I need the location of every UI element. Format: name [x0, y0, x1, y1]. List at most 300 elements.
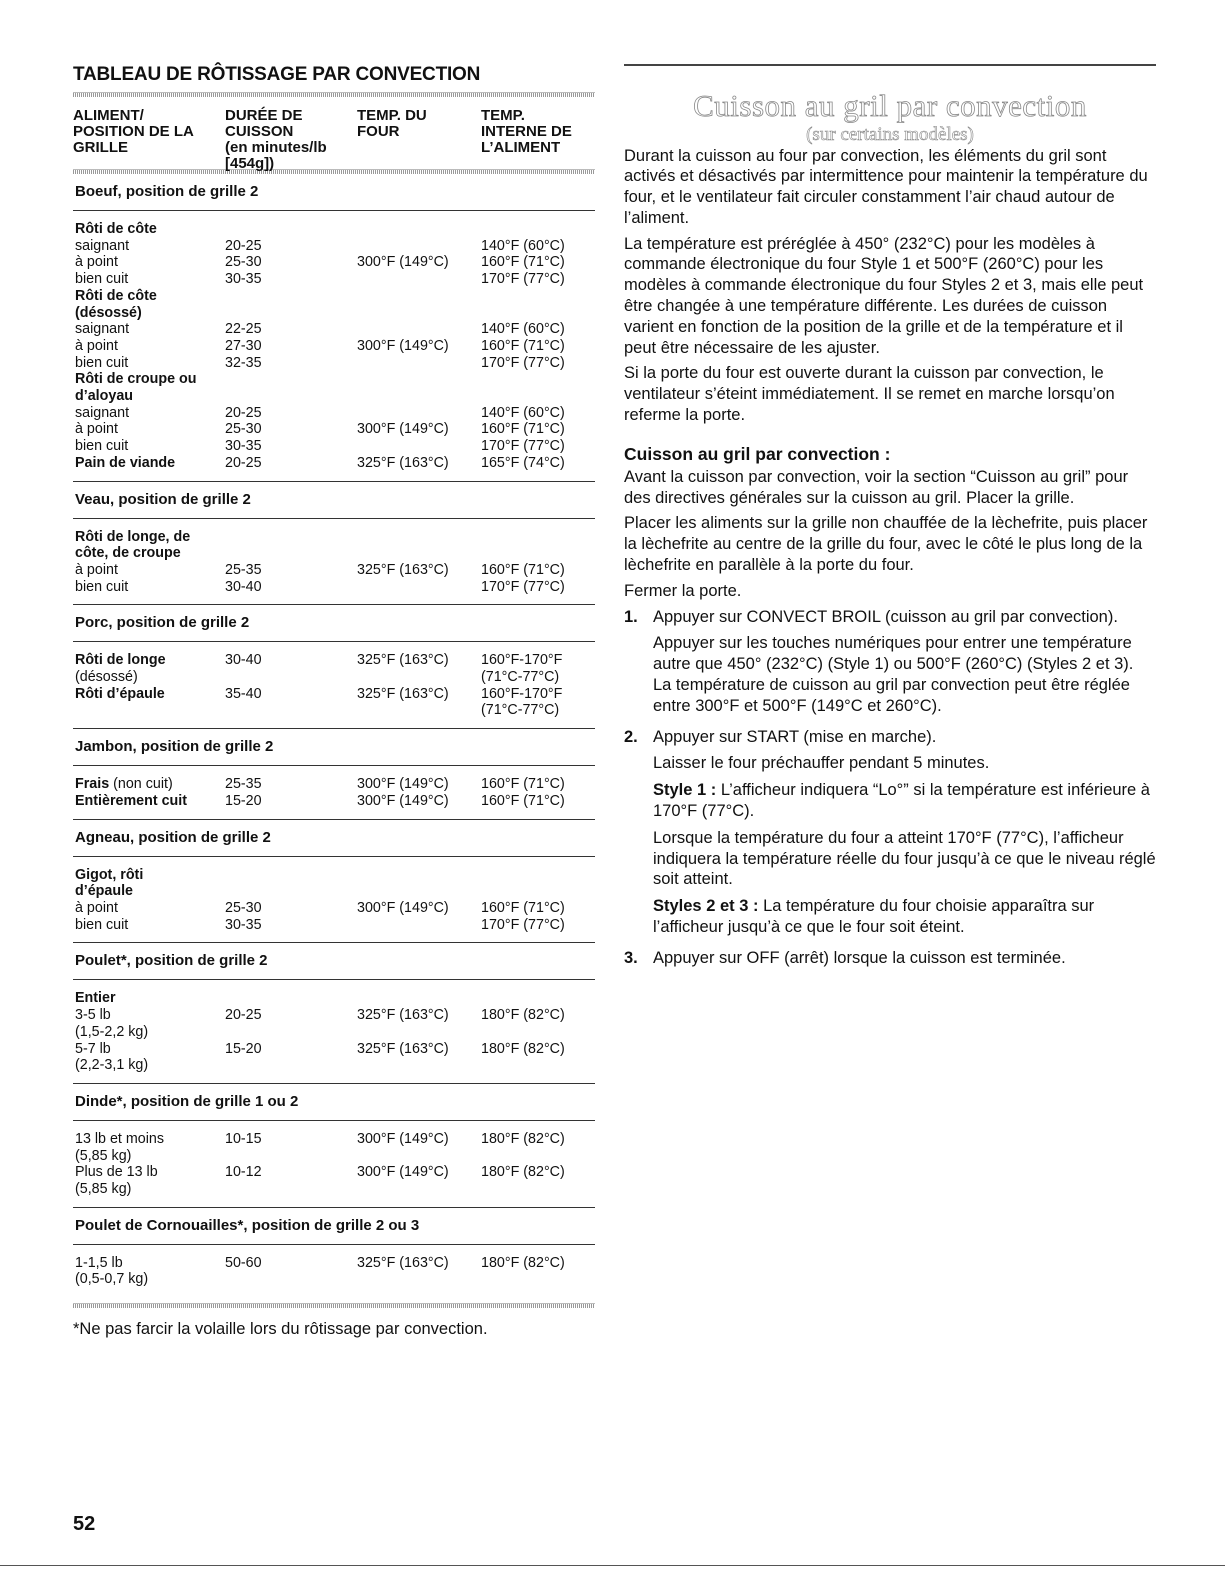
cell-internal-temp	[481, 371, 595, 388]
cell-oven-temp	[357, 702, 481, 719]
cell-internal-temp: 160°F (71°C)	[481, 561, 565, 578]
food-name: d’épaule	[75, 883, 133, 900]
cell-internal-temp: 160°F-170°F	[481, 652, 563, 669]
cell-food	[75, 529, 225, 546]
table-row	[75, 1181, 595, 1198]
step-detail	[653, 828, 1156, 890]
cell-oven-temp	[357, 1181, 481, 1198]
table-row	[75, 867, 595, 884]
table-row	[75, 355, 595, 372]
cell-food	[75, 793, 225, 810]
step-text: Appuyer sur OFF (arrêt) lorsque la cuisson est terminée.	[653, 948, 1066, 967]
table-bottom-divider	[73, 1303, 595, 1308]
cell-time	[225, 990, 357, 1007]
cell-food	[75, 1057, 225, 1074]
food-name: bien cuit	[75, 271, 129, 288]
cell-time	[225, 883, 357, 900]
cell-internal-temp: 160°F (71°C)	[481, 792, 565, 809]
cell-internal-temp	[481, 1148, 595, 1165]
food-name: Entier	[75, 990, 116, 1007]
food-name: à point	[75, 254, 118, 271]
cell-internal-temp	[481, 1024, 595, 1041]
page-number: 52	[73, 1513, 96, 1535]
section-rows	[73, 980, 595, 1083]
cell-internal-temp	[481, 288, 595, 305]
food-name: Entièrement cuit	[75, 792, 188, 809]
cell-internal-temp: 160°F (71°C)	[481, 899, 565, 916]
table-row	[75, 321, 595, 338]
table-row	[75, 529, 595, 546]
cell-oven-temp: 300°F (149°C)	[357, 337, 449, 354]
cell-food	[75, 1255, 225, 1272]
cell-oven-temp	[357, 438, 481, 455]
cell-time	[225, 1181, 357, 1198]
cell-time: 20-25	[225, 237, 262, 254]
section-heading: Jambon, position de grille 2	[73, 728, 595, 766]
food-name: (désossé)	[75, 669, 138, 686]
section-rows	[73, 1121, 595, 1207]
table-row	[75, 1057, 595, 1074]
cell-internal-temp: 180°F (82°C)	[481, 1130, 565, 1147]
cell-internal-temp: 180°F (82°C)	[481, 1254, 565, 1271]
cell-time	[225, 702, 357, 719]
cell-time: 27-30	[225, 337, 262, 354]
cell-food	[75, 355, 225, 372]
cell-time: 25-30	[225, 899, 262, 916]
cell-internal-temp: (71°C-77°C)	[481, 702, 560, 719]
cell-food	[75, 388, 225, 405]
cell-time: 25-30	[225, 421, 262, 438]
food-name: (5,85 kg)	[75, 1147, 132, 1164]
step-number: 2.	[624, 727, 638, 746]
cell-time: 30-40	[225, 578, 262, 595]
cell-internal-temp	[481, 867, 595, 884]
table-row	[75, 1255, 595, 1272]
section-heading: Porc, position de grille 2	[73, 604, 595, 642]
cell-time: 10-15	[225, 1130, 262, 1147]
cell-time	[225, 1148, 357, 1165]
food-name: bien cuit	[75, 354, 129, 371]
cell-oven-temp: 325°F (163°C)	[357, 685, 449, 702]
food-name: (1,5-2,2 kg)	[75, 1023, 149, 1040]
header-line: [454g])	[225, 155, 275, 172]
table-footnote: *Ne pas farcir la volaille lors du rôtissage par convection.	[73, 1320, 488, 1339]
cell-food	[75, 254, 225, 271]
cell-oven-temp	[357, 405, 481, 422]
cell-food	[75, 579, 225, 596]
table-row	[75, 455, 595, 472]
table-row	[75, 883, 595, 900]
header-col-2	[225, 108, 357, 172]
cell-oven-temp	[357, 355, 481, 372]
cell-internal-temp	[481, 990, 595, 1007]
cell-time	[225, 221, 357, 238]
food-name: à point	[75, 337, 118, 354]
cell-food	[75, 421, 225, 438]
table-row	[75, 421, 595, 438]
cell-food	[75, 238, 225, 255]
paragraph: Avant la cuisson par convection, voir la section “Cuisson au gril” pour des directives générales sur la cuisson au gril. Placer la grille.	[624, 467, 1129, 507]
section-heading: Agneau, position de grille 2	[73, 819, 595, 857]
cell-time	[225, 545, 357, 562]
cell-food	[75, 1041, 225, 1058]
table-row	[75, 669, 595, 686]
cell-time: 20-25	[225, 454, 262, 471]
cell-internal-temp: 180°F (82°C)	[481, 1164, 565, 1181]
cell-food	[75, 455, 225, 472]
cell-oven-temp	[357, 867, 481, 884]
cell-internal-temp: 140°F (60°C)	[481, 404, 565, 421]
cell-food	[75, 702, 225, 719]
step-number: 1.	[624, 607, 638, 626]
step-detail-lead: Styles 2 et 3 :	[653, 897, 759, 916]
cell-time: 30-35	[225, 271, 262, 288]
cell-oven-temp	[357, 371, 481, 388]
section-heading: Boeuf, position de grille 2	[73, 174, 595, 211]
cell-time: 25-35	[225, 776, 262, 793]
table-row	[75, 793, 595, 810]
cell-food	[75, 271, 225, 288]
step-item	[624, 948, 1156, 975]
cell-oven-temp	[357, 1148, 481, 1165]
convection-roasting-table	[73, 64, 595, 1339]
food-name: d’aloyau	[75, 388, 133, 405]
step-item	[624, 607, 1156, 723]
cell-food	[75, 438, 225, 455]
cell-oven-temp	[357, 917, 481, 934]
cell-internal-temp	[481, 1057, 595, 1074]
step-text: Appuyer sur CONVECT BROIL (cuisson au gril par convection).	[653, 607, 1118, 626]
cell-food	[75, 917, 225, 934]
cell-food	[75, 1164, 225, 1181]
table-row	[75, 221, 595, 238]
header-line: POSITION DE LA	[73, 123, 194, 140]
cell-internal-temp	[481, 221, 595, 238]
food-name: saignant	[75, 237, 130, 254]
food-name: bien cuit	[75, 438, 129, 455]
cell-food	[75, 652, 225, 669]
table-row	[75, 776, 595, 793]
food-note: (non cuit)	[109, 776, 173, 793]
cell-oven-temp: 300°F (149°C)	[357, 1164, 449, 1181]
table-row	[75, 579, 595, 596]
instructions-text	[624, 467, 1156, 602]
step-detail	[653, 780, 1156, 822]
cell-oven-temp: 300°F (149°C)	[357, 776, 449, 793]
table-row	[75, 652, 595, 669]
paragraph: Placer les aliments sur la grille non chauffée de la lèchefrite, puis placer la lèchefrite au centre de la grille du four, avec le côté le plus long de la lèchefrite en parallèle à la porte du four.	[624, 514, 1148, 575]
cell-oven-temp: 325°F (163°C)	[357, 1040, 449, 1057]
table-header	[73, 97, 595, 172]
cell-food	[75, 669, 225, 686]
table-row	[75, 562, 595, 579]
cell-oven-temp	[357, 883, 481, 900]
table-row	[75, 1041, 595, 1058]
cell-internal-temp: 170°F (77°C)	[481, 271, 565, 288]
section-rows	[73, 857, 595, 943]
cell-time	[225, 388, 357, 405]
cell-food	[75, 776, 225, 793]
cell-internal-temp	[481, 1181, 595, 1198]
cell-food	[75, 900, 225, 917]
food-name: Frais	[75, 776, 110, 793]
section-rows	[73, 519, 595, 605]
food-name: Plus de 13 lb	[75, 1164, 158, 1181]
food-name: Rôti de longe	[75, 652, 166, 669]
cell-oven-temp	[357, 1024, 481, 1041]
food-name: (5,85 kg)	[75, 1181, 132, 1198]
header-line: FOUR	[357, 123, 400, 140]
cell-oven-temp	[357, 271, 481, 288]
section-subtitle: (sur certains modèles)	[806, 123, 974, 145]
table-row	[75, 405, 595, 422]
step-body	[653, 948, 1156, 975]
cell-oven-temp: 325°F (163°C)	[357, 1007, 449, 1024]
table-row	[75, 702, 595, 719]
cell-time: 25-30	[225, 254, 262, 271]
paragraph: La température est préréglée à 450° (232°C) pour les modèles à commande électronique du four Style 1 et 500°F (260°C) pour les modèles à commande électronique du four Styles 2 et 3, mais elle peut être changée à une température différente. Les durées de cuisson varient en fonction de la position de la grille et de la température et il peut être nécessaire de les ajuster.	[624, 234, 1144, 357]
cell-oven-temp: 325°F (163°C)	[357, 652, 449, 669]
food-name: bien cuit	[75, 578, 129, 595]
convection-broiling-section	[624, 64, 1156, 975]
cell-time: 30-35	[225, 438, 262, 455]
step-text: Appuyer sur START (mise en marche).	[653, 727, 937, 746]
step-detail	[653, 753, 1156, 774]
table-row	[75, 254, 595, 271]
food-name: Rôti de côte	[75, 221, 157, 237]
cell-food	[75, 990, 225, 1007]
food-name: Gigot, rôti	[75, 866, 144, 883]
header-col-3	[357, 108, 481, 172]
cell-oven-temp	[357, 221, 481, 238]
header-line: (en minutes/lb	[225, 139, 327, 156]
table-body	[73, 174, 595, 1297]
cell-food	[75, 288, 225, 305]
step-detail-text: La température du four choisie apparaîtra sur l’afficheur jusqu’à ce que le four soit éteint.	[653, 897, 1095, 936]
cell-internal-temp	[481, 1271, 595, 1288]
cell-food	[75, 867, 225, 884]
cell-oven-temp: 300°F (149°C)	[357, 421, 449, 438]
header-line: GRILLE	[73, 139, 128, 156]
cell-time: 30-40	[225, 652, 262, 669]
cell-time: 25-35	[225, 561, 262, 578]
food-name: Rôti de longe, de	[75, 528, 191, 545]
steps-list	[624, 607, 1156, 975]
cell-internal-temp	[481, 883, 595, 900]
cell-internal-temp: 170°F (77°C)	[481, 578, 565, 595]
cell-food	[75, 1024, 225, 1041]
table-row	[75, 288, 595, 305]
cell-food	[75, 1148, 225, 1165]
table-row	[75, 371, 595, 388]
step-detail	[653, 633, 1156, 716]
paragraph: Si la porte du four est ouverte durant la cuisson par convection, le ventilateur s’éteint immédiatement. Il se remet en marche lorsqu’on referme la porte.	[624, 364, 1115, 425]
table-row	[75, 1007, 595, 1024]
cell-internal-temp	[481, 529, 595, 546]
header-col-1	[73, 108, 225, 172]
cell-time	[225, 288, 357, 305]
food-name: 3-5 lb	[75, 1007, 111, 1024]
cell-oven-temp: 325°F (163°C)	[357, 561, 449, 578]
cell-food	[75, 883, 225, 900]
cell-internal-temp	[481, 305, 595, 322]
table-row	[75, 271, 595, 288]
step-body	[653, 607, 1156, 723]
table-row	[75, 338, 595, 355]
cell-oven-temp	[357, 288, 481, 305]
cell-oven-temp	[357, 238, 481, 255]
food-name: Rôti de croupe ou	[75, 371, 197, 388]
cell-time: 32-35	[225, 354, 262, 371]
cell-time	[225, 371, 357, 388]
food-name: 5-7 lb	[75, 1040, 111, 1057]
cell-food	[75, 221, 225, 238]
cell-internal-temp: 160°F (71°C)	[481, 776, 565, 793]
page-bottom-rule	[0, 1565, 1225, 1566]
cell-food	[75, 405, 225, 422]
step-number: 3.	[624, 948, 638, 967]
cell-oven-temp: 300°F (149°C)	[357, 792, 449, 809]
table-row	[75, 1024, 595, 1041]
food-name: à point	[75, 899, 118, 916]
cell-internal-temp: 170°F (77°C)	[481, 438, 565, 455]
food-name: à point	[75, 561, 118, 578]
table-row	[75, 388, 595, 405]
cell-internal-temp: 160°F (71°C)	[481, 337, 565, 354]
header-line: TEMP.	[481, 107, 525, 124]
header-line: TEMP. DU	[357, 107, 427, 124]
table-row	[75, 305, 595, 322]
cell-oven-temp	[357, 1057, 481, 1074]
cell-oven-temp	[357, 388, 481, 405]
section-heading: Poulet*, position de grille 2	[73, 942, 595, 980]
food-name: saignant	[75, 404, 130, 421]
cell-oven-temp: 300°F (149°C)	[357, 899, 449, 916]
cell-oven-temp	[357, 579, 481, 596]
cell-time: 35-40	[225, 685, 262, 702]
cell-time: 20-25	[225, 404, 262, 421]
table-row	[75, 1271, 595, 1288]
cell-internal-temp: 160°F (71°C)	[481, 254, 565, 271]
cell-oven-temp: 300°F (149°C)	[357, 1130, 449, 1147]
intro-text	[624, 146, 1156, 426]
cell-time: 30-35	[225, 916, 262, 933]
cell-internal-temp: 140°F (60°C)	[481, 237, 565, 254]
cell-oven-temp	[357, 545, 481, 562]
cell-time: 22-25	[225, 321, 262, 338]
table-row	[75, 238, 595, 255]
table-row	[75, 1164, 595, 1181]
cell-oven-temp	[357, 321, 481, 338]
cell-food	[75, 321, 225, 338]
cell-internal-temp: (71°C-77°C)	[481, 669, 560, 686]
cell-food	[75, 338, 225, 355]
food-name: saignant	[75, 321, 130, 338]
section-heading: Poulet de Cornouailles*, position de grille 2 ou 3	[73, 1207, 595, 1245]
table-row	[75, 917, 595, 934]
instructions-heading: Cuisson au gril par convection :	[624, 443, 891, 464]
section-title: Cuisson au gril par convection	[693, 87, 1087, 123]
cell-food	[75, 1007, 225, 1024]
section-rows	[73, 211, 595, 481]
paragraph: Durant la cuisson au four par convection, les éléments du gril sont activés et désactivés par intermittence pour maintenir la température du four, et le ventilateur fait circuler constamment l’air chaud autour de l’aliment.	[624, 146, 1148, 227]
table-row	[75, 1131, 595, 1148]
food-name: Rôti d’épaule	[75, 685, 165, 702]
cell-internal-temp	[481, 545, 595, 562]
food-name: 13 lb et moins	[75, 1130, 165, 1147]
cell-food	[75, 1181, 225, 1198]
cell-time	[225, 1024, 357, 1041]
step-detail-text: Appuyer sur les touches numériques pour entrer une température autre que 450° (232°C) (Style 1) ou 500°F (260°C) (Styles 2 et 3). La température de cuisson au gril par convection peut être réglée entre 300°F et 500°F (149°C et 260°C).	[653, 634, 1134, 715]
cell-food	[75, 562, 225, 579]
cell-oven-temp	[357, 990, 481, 1007]
step-detail-lead: Style 1 :	[653, 781, 717, 800]
section-rows	[73, 1245, 595, 1297]
header-line: CUISSON	[225, 123, 294, 140]
header-line: ALIMENT/	[73, 107, 144, 124]
table-row	[75, 1148, 595, 1165]
cell-time: 50-60	[225, 1254, 262, 1271]
cell-time: 10-12	[225, 1164, 262, 1181]
step-item	[624, 727, 1156, 944]
cell-internal-temp: 140°F (60°C)	[481, 321, 565, 338]
food-name: à point	[75, 421, 118, 438]
cell-food	[75, 545, 225, 562]
cell-time	[225, 1057, 357, 1074]
cell-food	[75, 305, 225, 322]
cell-time: 15-20	[225, 1040, 262, 1057]
section-heading: Dinde*, position de grille 1 ou 2	[73, 1083, 595, 1121]
cell-oven-temp: 325°F (163°C)	[357, 1254, 449, 1271]
cell-food	[75, 686, 225, 703]
food-name: (2,2-3,1 kg)	[75, 1057, 149, 1074]
header-line: DURÉE DE	[225, 107, 303, 124]
cell-time	[225, 305, 357, 322]
step-detail	[653, 896, 1156, 938]
table-row	[75, 990, 595, 1007]
section-heading: Veau, position de grille 2	[73, 481, 595, 519]
header-col-4	[481, 108, 595, 172]
section-rows	[73, 642, 595, 728]
cell-internal-temp: 180°F (82°C)	[481, 1007, 565, 1024]
cell-oven-temp	[357, 305, 481, 322]
cell-food	[75, 371, 225, 388]
cell-oven-temp: 325°F (163°C)	[357, 454, 449, 471]
food-name: bien cuit	[75, 916, 129, 933]
cell-oven-temp	[357, 529, 481, 546]
cell-internal-temp: 160°F (71°C)	[481, 421, 565, 438]
food-name: Rôti de côte	[75, 287, 157, 304]
food-name: (désossé)	[75, 304, 142, 321]
cell-time	[225, 669, 357, 686]
cell-time	[225, 529, 357, 546]
cell-time: 15-20	[225, 792, 262, 809]
cell-oven-temp: 300°F (149°C)	[357, 254, 449, 271]
cell-oven-temp	[357, 1271, 481, 1288]
cell-internal-temp: 160°F-170°F	[481, 685, 563, 702]
section-rule	[624, 64, 1156, 66]
step-detail-text: Laisser le four préchauffer pendant 5 minutes.	[653, 754, 990, 773]
cell-food	[75, 1271, 225, 1288]
table-row	[75, 545, 595, 562]
paragraph: Fermer la porte.	[624, 581, 742, 600]
cell-time: 20-25	[225, 1007, 262, 1024]
section-rows	[73, 766, 595, 818]
cell-oven-temp	[357, 669, 481, 686]
cell-time	[225, 867, 357, 884]
table-row	[75, 900, 595, 917]
food-name: Pain de viande	[75, 454, 176, 471]
